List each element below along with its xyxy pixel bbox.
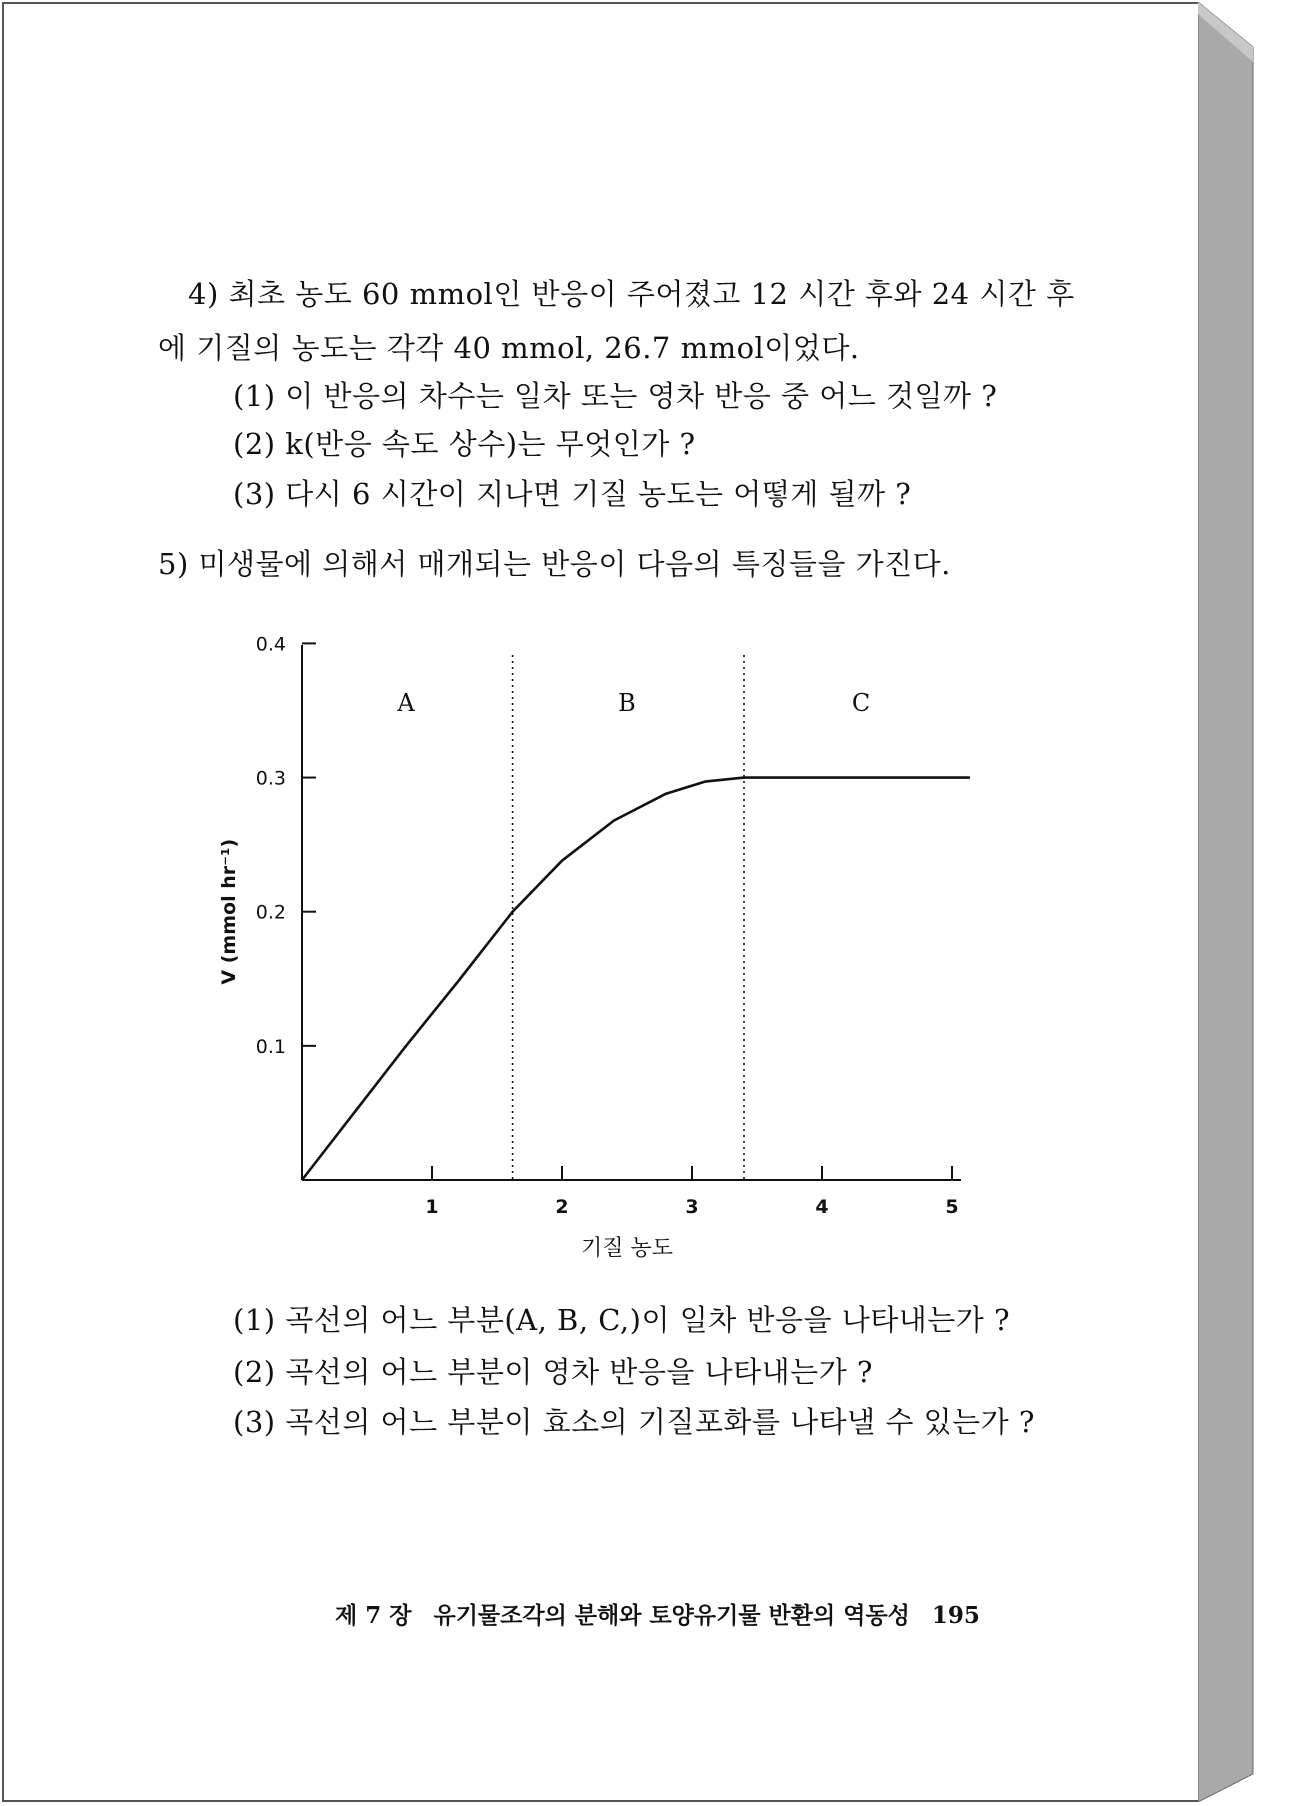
problem5-question-2: (2) 곡선의 어느 부분이 영차 반응을 나타내는가 ? (233, 1355, 873, 1389)
rate-vs-substrate-chart (200, 630, 1000, 1270)
y-tick-label: 0.4 (255, 633, 286, 656)
footer-page-number: 195 (931, 1602, 980, 1629)
problem4-question-3: (3) 다시 6 시간이 지나면 기질 농도는 어떻게 될까 ? (233, 477, 912, 511)
y-axis-label: V (mmol hr⁻¹) (218, 838, 240, 985)
problem5-question-3: (3) 곡선의 어느 부분이 효소의 기질포화를 나타낼 수 있는가 ? (233, 1405, 1035, 1439)
chart-svg (200, 630, 1000, 1270)
page-footer (335, 1597, 994, 1630)
problem4-line2: 에 기질의 농도는 각각 40 mmol, 26.7 mmol이었다. (158, 331, 860, 365)
problem5-intro: 5) 미생물에 의해서 매개되는 반응이 다음의 특징들을 가진다. (158, 547, 951, 581)
region-label: A (397, 689, 415, 718)
problem5-question-1: (1) 곡선의 어느 부분(A, B, C,)이 일차 반응을 나타내는가 ? (233, 1303, 1011, 1337)
y-tick-label: 0.3 (255, 767, 286, 790)
problem4-line1: 4) 최초 농도 60 mmol인 반응이 주어졌고 12 시간 후와 24 시간 후 (188, 277, 1075, 311)
region-label: B (618, 689, 636, 718)
footer-title: 유기물조각의 분해와 토양유기물 반환의 역동성 (433, 1602, 910, 1629)
x-tick-label: 2 (555, 1196, 569, 1218)
page-edge-shadow (1198, 2, 1298, 1802)
x-tick-label: 4 (815, 1196, 829, 1218)
y-tick-label: 0.2 (255, 901, 286, 924)
series-line-v (302, 778, 970, 1180)
y-tick-label: 0.1 (255, 1035, 286, 1058)
footer-chapter: 제 7 장 (335, 1602, 412, 1629)
x-tick-label: 5 (945, 1196, 959, 1218)
x-axis-label: 기질 농도 (580, 1236, 674, 1261)
x-tick-label: 3 (685, 1196, 699, 1218)
x-tick-label: 1 (425, 1196, 439, 1218)
problem4-question-2: (2) k(반응 속도 상수)는 무엇인가 ? (233, 427, 696, 461)
problem4-question-1: (1) 이 반응의 차수는 일차 또는 영차 반응 중 어느 것일까 ? (233, 379, 998, 413)
region-label: C (851, 689, 871, 718)
